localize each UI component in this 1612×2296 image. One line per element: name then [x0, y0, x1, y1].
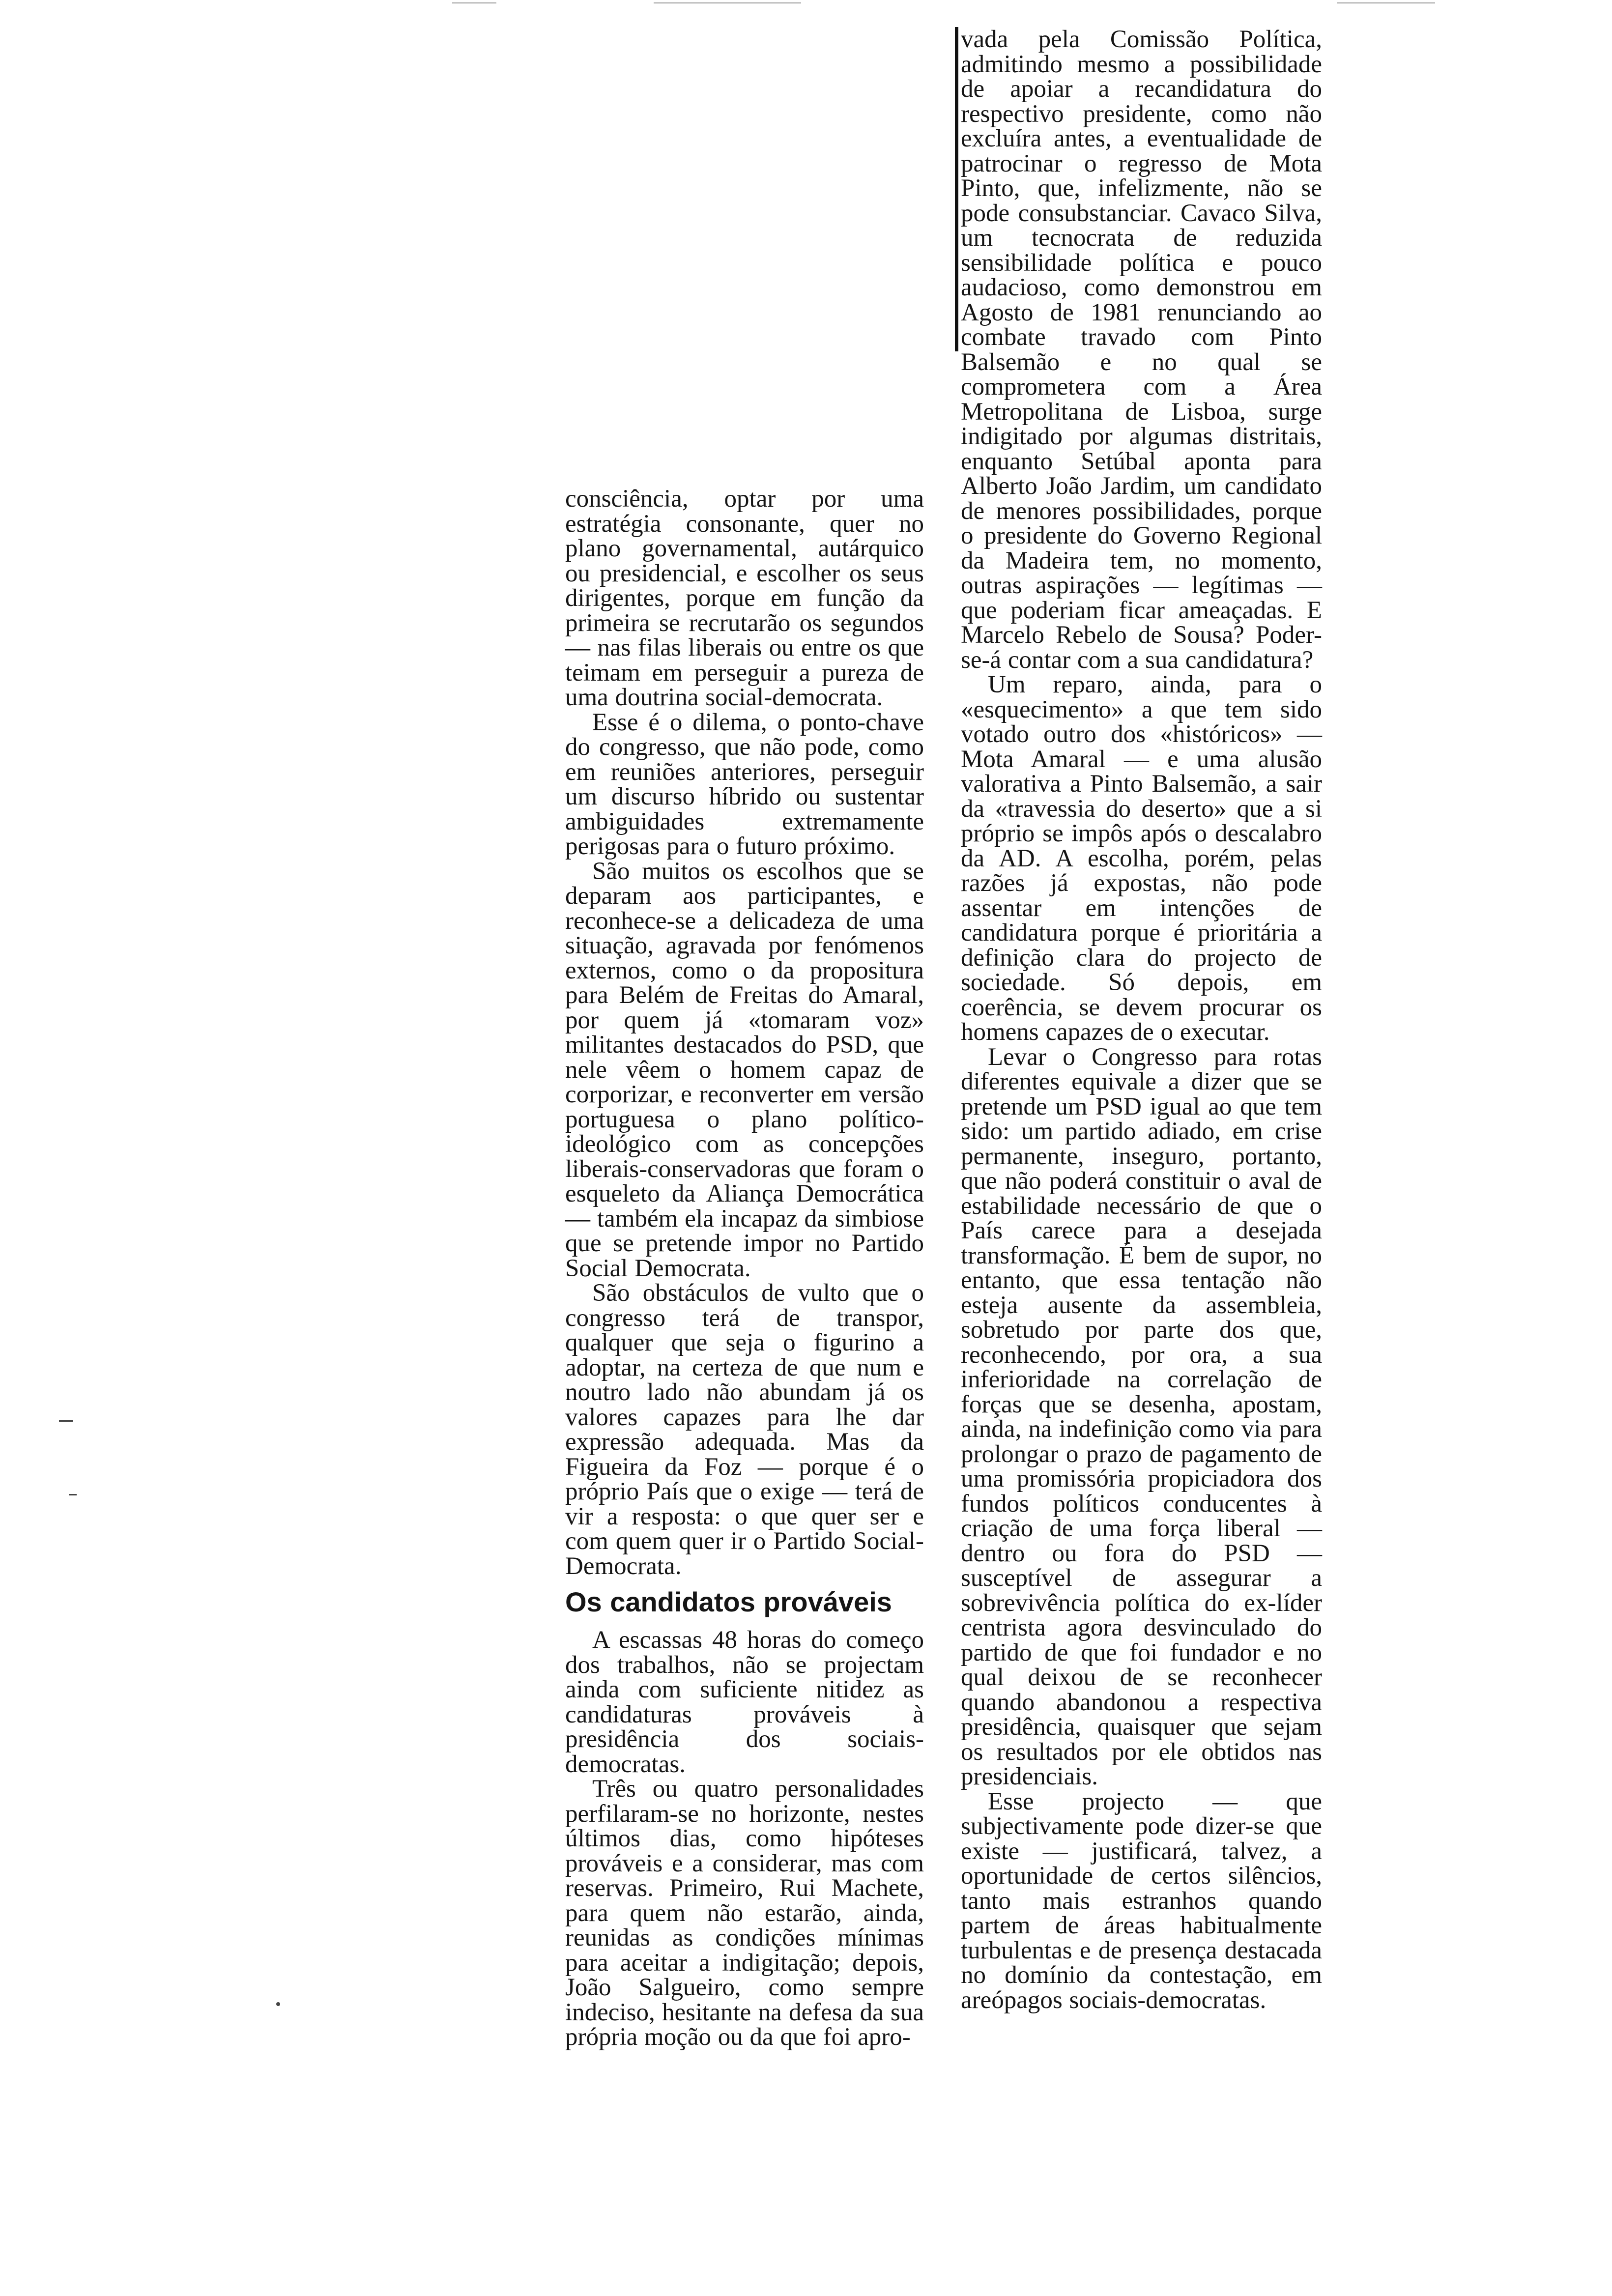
article-paragraph: A escassas 48 horas do começo dos trabalhos, não se projectam ainda com suficiente nitidez as candidaturas prováveis à presidência dos sociais-democratas. — [565, 1626, 924, 1778]
article-paragraph: Um reparo, ainda, para o «esquecimento» a que tem sido votado outro dos «históricos» — Mota Amaral — e uma alusão valorativa a Pinto Balsemão, a sair da «travessia do deserto» que a si próprio se impôs após o descalabro da AD. A escolha, porém, pelas razões já expostas, não pode assentar em intenções de candidatura porque é prioritária a definição clara do projecto de sociedade. Só depois, em coerência, se devem procurar os homens capazes de o executar. — [961, 671, 1322, 1046]
article-paragraph: São muitos os escolhos que se deparam aos participantes, e reconhece-se a delicadeza de uma situação, agravada por fenómenos externos, como o da propositura para Belém de Freitas do Amaral, por quem já «tomaram voz» militantes destacados do PSD, que nele vêem o homem capaz de corporizar, e reconverter em versão portuguesa o plano político-ideológico com as concepções liberais-conservadoras que foram o esqueleto da Aliança Democrática — também ela incapaz da simbiose que se pretende impor no Partido Social Democrata. — [565, 857, 924, 1282]
scan-speck — [69, 1494, 77, 1495]
article-column-right — [961, 27, 1322, 2012]
article-paragraph: Esse é o dilema, o ponto-chave do congresso, que não pode, como em reuniões anteriores, perseguir um discurso híbrido ou sustentar ambiguidades extremamente perigosas para o futuro próximo. — [565, 708, 924, 860]
scan-top-rule-right — [1337, 2, 1435, 3]
scan-top-rule-center — [654, 2, 801, 3]
article-column-left — [565, 487, 924, 2050]
section-subheading: Os candidatos prováveis — [565, 1586, 892, 1617]
article-paragraph: Três ou quatro personalidades perfilaram-se no horizonte, nestes últimos dias, como hipóteses prováveis e a considerar, mas com reservas. Primeiro, Rui Machete, para quem não estarão, ainda, reunidas as condições mínimas para aceitar a indigitação; depois, João Salgueiro, como sempre indeciso, hesitante na defesa da sua própria moção ou da que foi apro- — [565, 1775, 924, 2051]
article-paragraph: consciência, optar por uma estratégia consonante, quer no plano governamental, autárquico ou presidencial, e escolher os seus dirigentes, porque em função da primeira se recrutarão os segundos — nas filas liberais ou entre os que teimam em perseguir a pureza de uma doutrina social-democrata. — [565, 485, 924, 711]
scan-speck — [276, 2002, 280, 2006]
scan-speck — [59, 1420, 73, 1422]
article-paragraph: vada pela Comissão Política, admitindo mesmo a possibilidade de apoiar a recandidatura do respectivo presidente, como não excluíra antes, a eventualidade de patrocinar o regresso de Mota Pinto, que, infelizmente, não se pode consubstanciar. Cavaco Silva, um tecnocrata de reduzida sensibilidade política e pouco audacioso, como demonstrou em Agosto de 1981 renunciando ao combate travado com Pinto Balsemão e no qual se comprometera com a Área Metropolitana de Lisboa, surge indigitado por algumas distritais, enquanto Setúbal aponta para Alberto João Jardim, um candidato de menores possibilidades, porque o presidente do Governo Regional da Madeira tem, no momento, outras aspirações — legítimas — que poderiam ficar ameaçadas. E Marcelo Rebelo de Sousa? Poder-se-á contar com a sua candidatura? — [961, 26, 1322, 674]
article-paragraph: Levar o Congresso para rotas diferentes equivale a dizer que se pretende um PSD igual ao que tem sido: um partido adiado, em crise permanente, inseguro, portanto, que não poderá constituir o aval de estabilidade necessário de que o País carece para a desejada transformação. É bem de supor, no entanto, que essa tentação não esteja ausente da assembleia, sobretudo por parte dos que, reconhecendo, por ora, a sua inferioridade na correlação de forças que se desenha, apostam, ainda, na indefinição como via para prolongar o prazo de pagamento de uma promissória propiciadora dos fundos políticos conducentes à criação de uma força liberal — dentro ou fora do PSD — susceptível de assegurar a sobrevivência política do ex-líder centrista agora desvinculado do partido de que foi fundador e no qual deixou de se reconhecer quando abandonou a respectiva presidência, quaisquer que sejam os resultados por ele obtidos nas presidenciais. — [961, 1043, 1322, 1790]
article-paragraph: São obstáculos de vulto que o congresso terá de transpor, qualquer que seja o figurino a adoptar, na certeza de que num e noutro lado não abundam já os valores capazes para lhe dar expressão adequada. Mas da Figueira da Foz — porque é o próprio País que o exige — terá de vir a resposta: o que quer ser e com quem quer ir o Partido Social-Democrata. — [565, 1279, 924, 1580]
article-paragraph: Esse projecto — que subjectivamente pode dizer-se que existe — justificará, talvez, a oportunidade de certos silêncios, tanto mais estranhos quando partem de áreas habitualmente turbulentas e de presença destacada no domínio da contestação, em areópagos sociais-democratas. — [961, 1787, 1322, 2014]
scan-top-rule-left — [452, 2, 496, 3]
column-marker-rule — [955, 27, 958, 351]
